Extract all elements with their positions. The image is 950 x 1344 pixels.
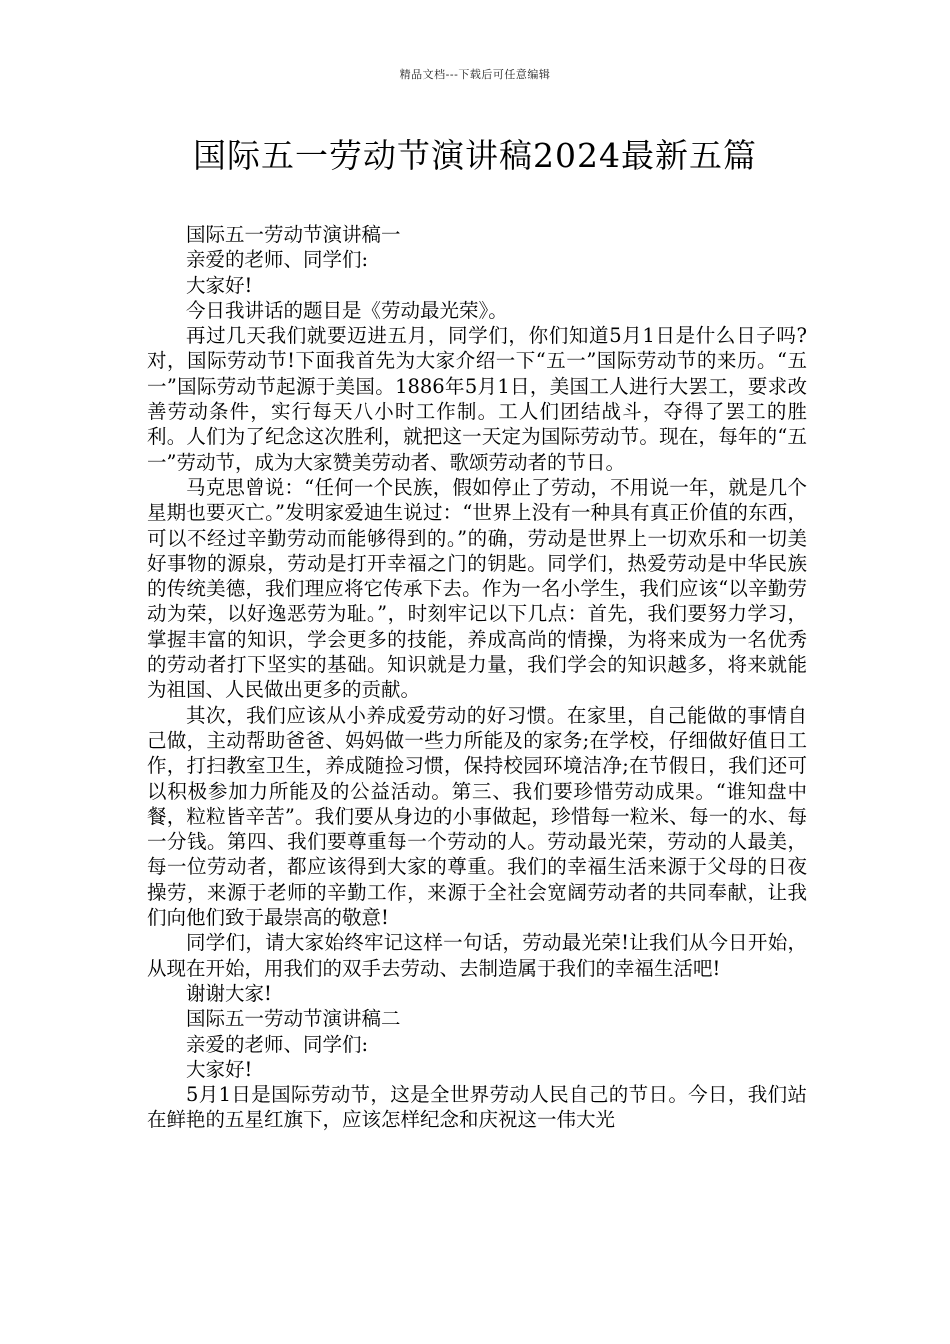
paragraph: 其次，我们应该从小养成爱劳动的好习惯。在家里，自己能做的事情自己做，主动帮助爸爸、妈妈做一些力所能及的家务;在学校，仔细做好值日工作，打扫教室卫生，养成随捡习惯，保持校园环境洁净;在节假日，我们还可以积极参加力所能及的公益活动。第三、我们要珍惜劳动成果。“谁知盘中餐，粒粒皆辛苦”。我们要从身边的小事做起，珍惜每一粒米、每一的水、每一分钱。第四、我们要尊重每一个劳动的人。劳动最光荣，劳动的人最美，每一位劳动者，都应该得到大家的尊重。我们的幸福生活来源于父母的日夜操劳，来源于老师的辛勤工作，来源于全社会宽阔劳动者的共同奉献，让我们向他们致于最崇高的敬意! — [147, 703, 807, 930]
paragraph: 同学们，请大家始终牢记这样一句话，劳动最光荣!让我们从今日开始，从现在开始，用我们的双手去劳动、去制造属于我们的幸福生活吧! — [147, 931, 807, 980]
paragraph: 5月1日是国际劳动节，这是全世界劳动人民自己的节日。今日，我们站在鲜艳的五星红旗下，应该怎样纪念和庆祝这一伟大光 — [147, 1083, 807, 1132]
paragraph: 亲爱的老师、同学们: — [186, 248, 369, 272]
paragraph: 马克思曾说：“任何一个民族，假如停止了劳动，不用说一年，就是几个星期也要灭亡。”发明家爱迪生说过：“世界上没有一种具有真正价值的东西，可以不经过辛勤劳动而能够得到的。”的确，劳动是世界上一切欢乐和一切美好事物的源泉，劳动是打开幸福之门的钥匙。同学们，热爱劳动是中华民族的传统美德，我们理应将它传承下去。作为一名小学生，我们应该“以辛勤劳动为荣，以好逸恶劳为耻。”，时刻牢记以下几点：首先，我们要努力学习，掌握丰富的知识，学会更多的技能，养成高尚的情操，为将来成为一名优秀的劳动者打下坚实的基础。知识就是力量，我们学会的知识越多，将来就能为祖国、人民做出更多的贡献。 — [147, 475, 807, 702]
paragraph: 国际五一劳动节演讲稿二 — [186, 1007, 401, 1031]
paragraph: 亲爱的老师、同学们: — [186, 1032, 369, 1056]
paragraph: 再过几天我们就要迈进五月，同学们，你们知道5月1日是什么日子吗?对，国际劳动节!下面我首先为大家介绍一下“五一”国际劳动节的来历。“五一”国际劳动节起源于美国。1886年5月1日，美国工人进行大罢工，要求改善劳动条件，实行每天八小时工作制。工人们团结战斗，夺得了罢工的胜利。人们为了纪念这次胜利，就把这一天定为国际劳动节。现在，每年的“五一”劳动节，成为大家赞美劳动者、歌颂劳动者的节日。 — [147, 324, 807, 474]
paragraph: 今日我讲话的题目是《劳动最光荣》。 — [186, 298, 508, 322]
paragraph: 大家好! — [186, 1057, 253, 1081]
header-note: 精品文档---下载后可任意编辑 — [399, 68, 551, 81]
paragraph: 国际五一劳动节演讲稿一 — [186, 223, 401, 246]
paragraph: 谢谢大家! — [186, 981, 272, 1005]
paragraph: 大家好! — [186, 273, 253, 297]
document-title: 国际五一劳动节演讲稿2024最新五篇 — [193, 136, 757, 175]
body-text — [147, 222, 807, 1133]
